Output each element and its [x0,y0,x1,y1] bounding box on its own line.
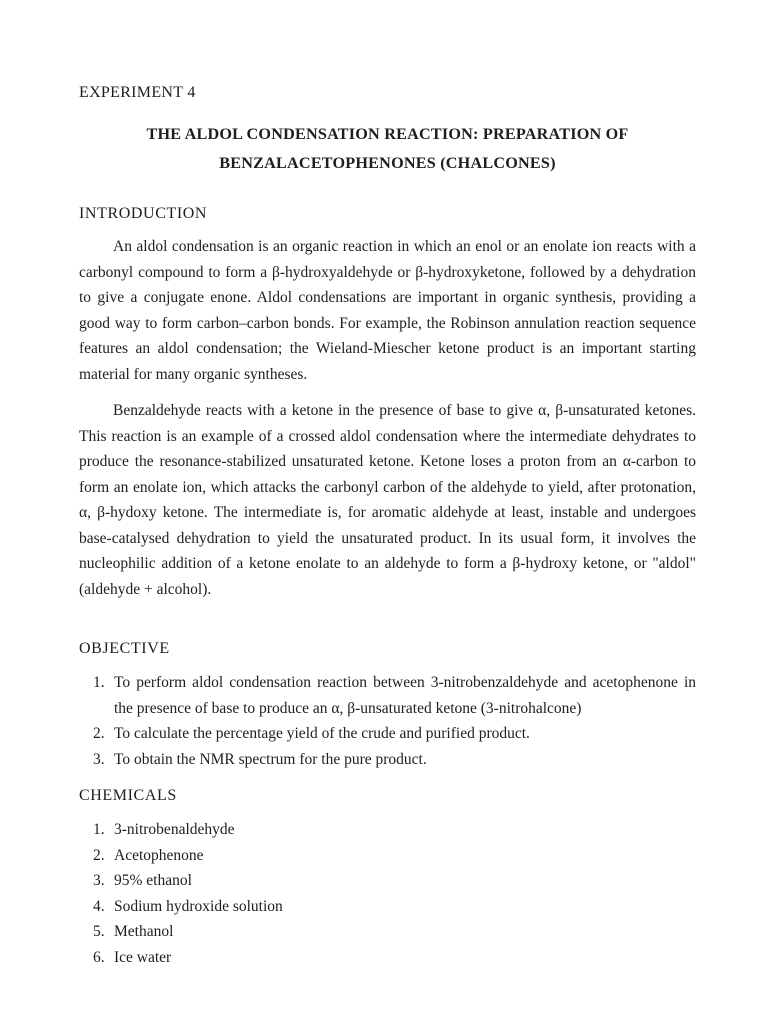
list-item-number: 2. [93,725,105,742]
list-item-text: Acetophenone [114,846,204,864]
list-item-number: 5. [93,923,105,940]
list-item [93,670,696,721]
list-item [93,843,696,869]
list-item-number: 4. [93,897,105,915]
list-item [93,894,696,920]
objective-list [79,670,696,772]
list-item [93,747,696,773]
list-item [93,817,696,843]
list-item-text: Sodium hydroxide solution [114,897,283,915]
chemicals-heading: CHEMICALS [79,787,177,804]
list-item [93,868,696,894]
list-item-text: To perform aldol condensation reaction between 3-nitrobenzaldehyde and acetophenone in the presence of base to produce an α, β-unsaturated ketone (3-nitrohalcone) [114,674,696,717]
objective-heading: OBJECTIVE [79,640,170,657]
list-item-text: 95% ethanol [114,872,192,889]
list-item-text: 3-nitrobenaldehyde [114,821,235,838]
list-item-number: 1. [93,821,105,838]
list-item-number: 2. [93,846,105,864]
chemicals-list [79,817,696,970]
list-item-number: 6. [93,948,105,966]
experiment-label: EXPERIMENT 4 [79,84,196,101]
document-title-line-2: BENZALACETOPHENONES (CHALCONES) [219,154,556,172]
list-item-number: 3. [93,872,105,889]
introduction-heading: INTRODUCTION [79,205,208,222]
list-item-number: 3. [93,750,105,768]
list-item-text: Ice water [114,948,172,966]
list-item [93,919,696,945]
document-title-line-1: THE ALDOL CONDENSATION REACTION: PREPARATION OF [146,125,629,143]
introduction-paragraph-2: Benzaldehyde reacts with a ketone in the presence of base to give α, β-unsaturated ketones. This reaction is an example of a crossed aldol condensation where the intermediate dehydrates to produce the resonance-stabilized unsaturated ketone. Ketone loses a proton from an α-carbon to form an enolate ion, which attacks the carbonyl carbon of the aldehyde to yield, after protonation, α, β-hydoxy ketone. The intermediate is, for aromatic aldehyde at least, instable and undergoes base-catalysed dehydration to yield the unsaturated product. In its usual form, it involves the nucleophilic addition of a ketone enolate to an aldehyde to form a β-hydroxy ketone, or "aldol" (aldehyde + alcohol). [79,402,696,598]
introduction-paragraph-1: An aldol condensation is an organic reaction in which an enol or an enolate ion reacts with a carbonyl compound to form a β-hydroxyaldehyde or β-hydroxyketone, followed by a dehydration to give a conjugate enone. Aldol condensations are important in organic synthesis, providing a good way to form carbon–carbon bonds. For example, the Robinson annulation reaction sequence features an aldol condensation; the Wieland-Miescher ketone product is an important starting material for many organic syntheses. [79,238,696,383]
list-item-number: 1. [93,674,105,691]
document-title [79,120,696,178]
list-item-text: Methanol [114,923,174,940]
list-item-text: To obtain the NMR spectrum for the pure product. [114,750,427,768]
list-item [93,721,696,747]
list-item-text: To calculate the percentage yield of the crude and purified product. [114,725,530,742]
list-item [93,945,696,971]
